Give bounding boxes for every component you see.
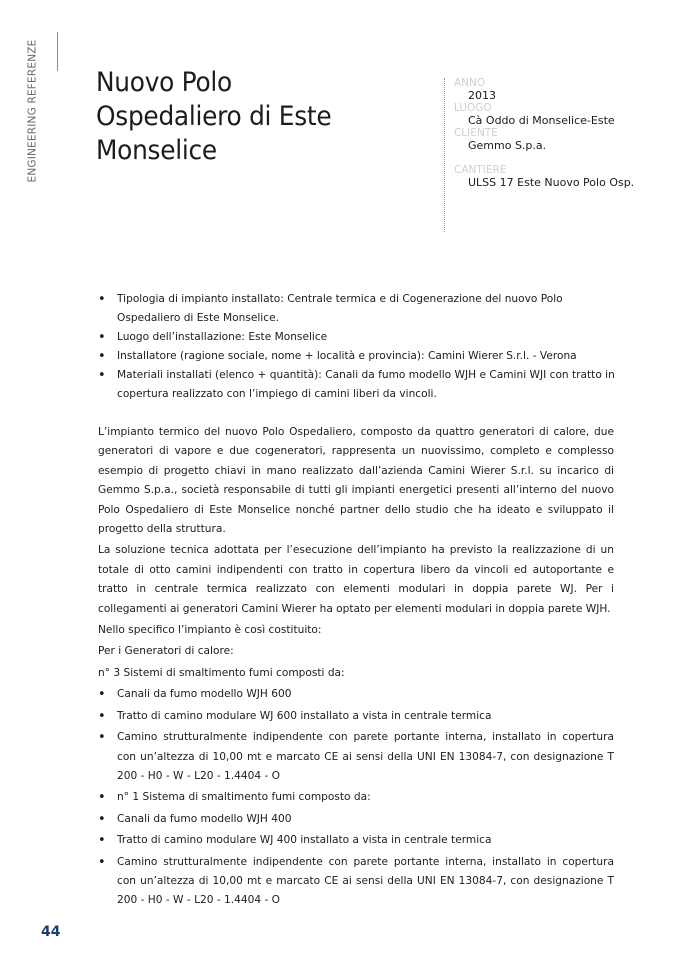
summary-item: • Materiali installati (elenco + quantità): Canali da fumo modello WJH e Camini WJI con tratto in copertura realizzato con l’impiego di camini liberi da vincoli. [98, 366, 628, 404]
paragraph: Per i Generatori di calore: [98, 645, 234, 658]
luogo-value: Cà Oddo di Monselice-Este [468, 114, 615, 127]
title-line-3: Monselice [96, 135, 217, 166]
cantiere-value: ULSS 17 Este Nuovo Polo Osp. [468, 176, 635, 189]
anno-label: ANNO [454, 77, 486, 89]
anno-value: 2013 [468, 89, 496, 102]
title-line-1: Nuovo Polo [96, 67, 232, 98]
summary-list [98, 290, 628, 404]
list-item: • Camino strutturalmente indipendente con parete portante interna, installato in copertura con un’altezza di 10,00 mt e marcato CE ai sensi della UNI EN 13084-7, con designazione T 200 - H0 - W - L20 - 1.4404 - O [98, 728, 614, 786]
list-item: • Camino strutturalmente indipendente con parete portante interna, installato in copertura con un’altezza di 10,00 mt e marcato CE ai sensi della UNI EN 13084-7, con designazione T 200 - H0 - W - L20 - 1.4404 - O [98, 853, 614, 911]
cantiere-label: CANTIERE [454, 164, 507, 176]
project-info-panel [444, 78, 644, 232]
title-line-2: Ospedaliero di Este [96, 101, 332, 132]
body-text [98, 423, 614, 913]
page-title [96, 66, 436, 168]
list-item: • Canali da fumo modello WJH 400 [98, 810, 614, 829]
paragraph: L’impianto termico del nuovo Polo Ospedaliero, composto da quattro generatori di calore, due generatori di vapore e due cogeneratori, rappresenta un nuovissimo, completo e complesso esempio di progetto chiavi in mano realizzato dall’azienda Camini Wierer S.r.l. su incarico di Gemmo S.p.a., società responsabile di tutti gli impianti energetici presenti all’interno del nuovo Polo Ospedaliero di Este Monselice nonché partner dello studio che ha ideato e sviluppato il progetto della struttura. [98, 426, 614, 536]
cliente-value: Gemmo S.p.a. [468, 139, 547, 152]
list-item: • Canali da fumo modello WJH 600 [98, 685, 614, 704]
paragraph: n° 3 Sistemi di smaltimento fumi composti da: [98, 666, 345, 679]
section-label [24, 30, 40, 192]
page-number: 44 [41, 924, 61, 940]
list-item: • Tratto di camino modulare WJ 400 installato a vista in centrale termica [98, 831, 614, 850]
list-item: • n° 1 Sistema di smaltimento fumi composto da: [98, 788, 614, 807]
paragraph: La soluzione tecnica adottata per l’esecuzione dell’impianto ha previsto la realizzazione di un totale di otto camini indipendenti con tratto in copertura libero da vincoli ed autoportante e tratto in centrale termica realizzato con elementi modulari in doppia parete WJ. Per i collegamenti ai generatori Camini Wierer ha optato per elementi modulari in doppia parete WJH. [98, 544, 614, 615]
vertical-rule [57, 32, 58, 71]
luogo-label: LUOGO [454, 102, 492, 114]
summary-item: • Luogo dell’installazione: Este Monselice [98, 328, 628, 347]
paragraph: Nello specifico l’impianto è così costituito: [98, 624, 322, 637]
list-item: • Tratto di camino modulare WJ 600 installato a vista in centrale termica [98, 707, 614, 726]
summary-item: • Tipologia di impianto installato: Centrale termica e di Cogenerazione del nuovo Polo Ospedaliero di Este Monselice. [98, 290, 628, 328]
cliente-label: CLIENTE [454, 127, 498, 139]
summary-item: • Installatore (ragione sociale, nome + località e provincia): Camini Wierer S.r.l. - Verona [98, 347, 628, 366]
section-label-text: ENGINEERING REFERENZE [26, 39, 39, 183]
